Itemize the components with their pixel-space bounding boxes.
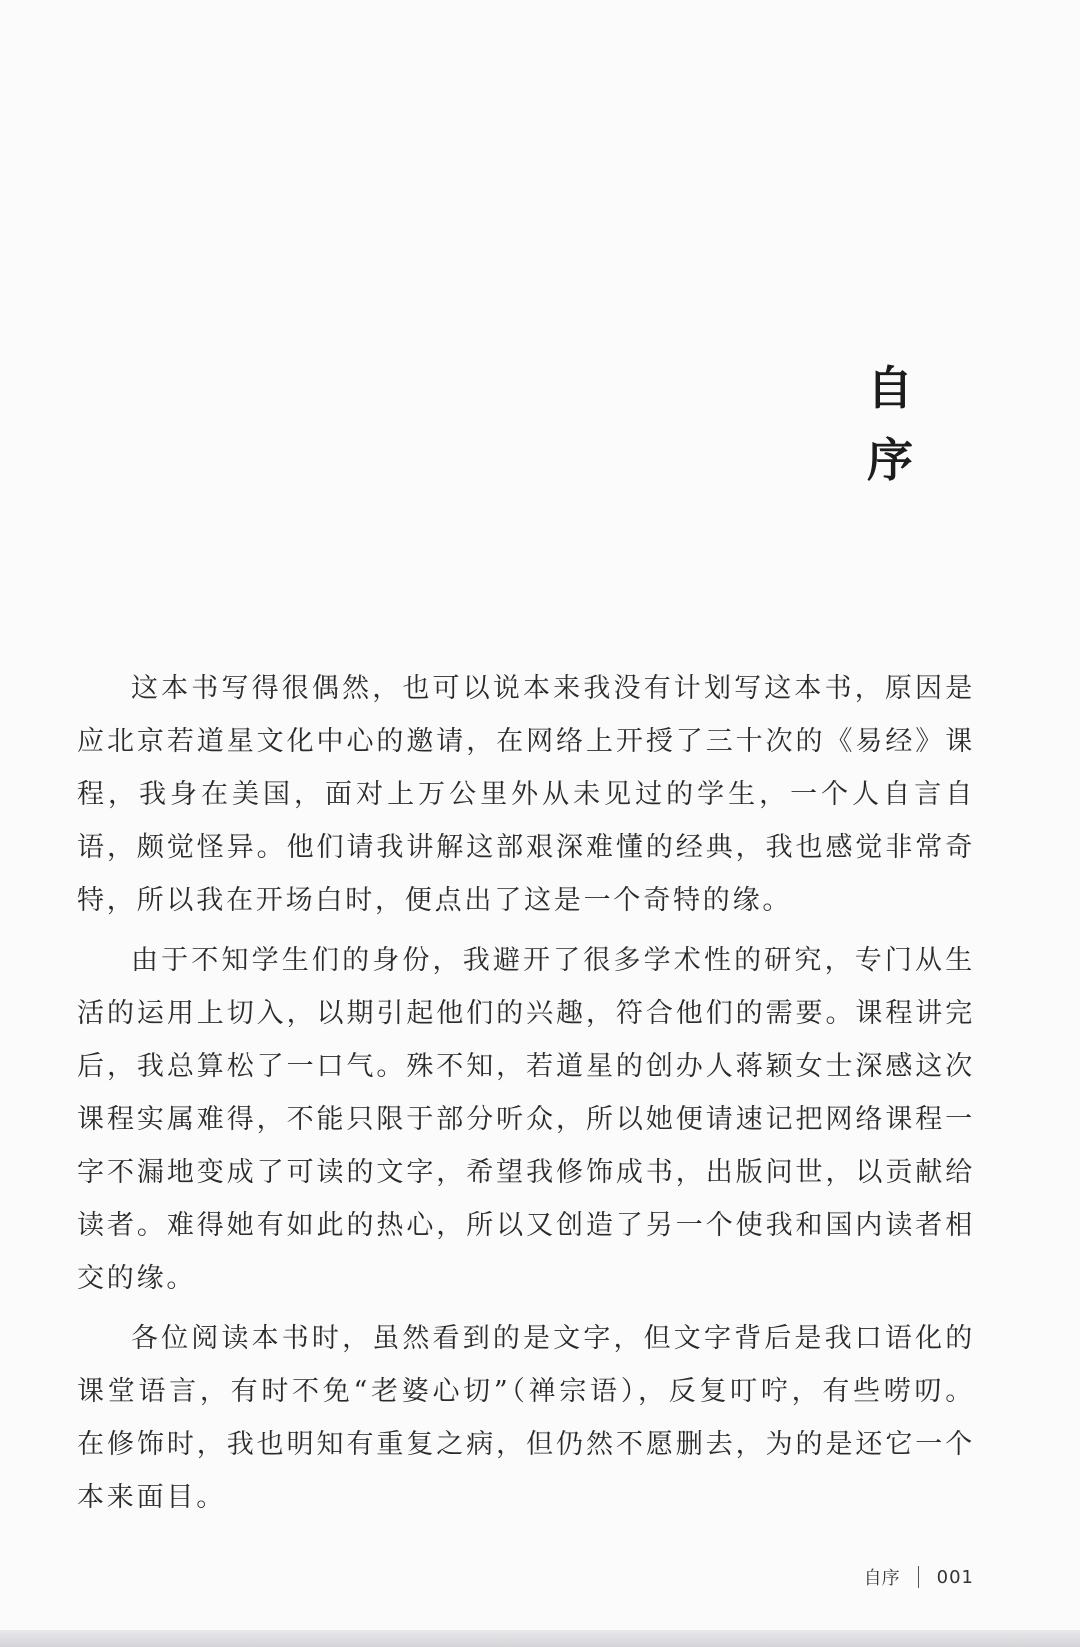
- paragraph: 各位阅读本书时，虽然看到的是文字，但文字背后是我口语化的课堂语言，有时不免“老婆心切”（禅宗语），反复叮咛，有些唠叨。在修饰时，我也明知有重复之病，但仍然不愿删去，为的是还它一个本来面目。: [77, 1323, 975, 1513]
- chapter-title: [860, 352, 920, 496]
- page-number: 001: [936, 1566, 974, 1588]
- footer-section-title: 自序: [863, 1568, 900, 1589]
- paragraph: 由于不知学生们的身份，我避开了很多学术性的研究，专门从生活的运用上切入，以期引起他们的兴趣，符合他们的需要。课程讲完后，我总算松了一口气。殊不知，若道星的创办人蒋颖女士深感这次课程实属难得，不能只限于部分听众，所以她便请速记把网络课程一字不漏地变成了可读的文字，希望我修饰成书，出版问世，以贡献给读者。难得她有如此的热心，所以又创造了另一个使我和国内读者相交的缘。: [77, 945, 975, 1294]
- title-char: 序: [867, 433, 913, 487]
- body-text: [77, 662, 975, 1531]
- page-bottom-edge: [0, 1630, 1080, 1647]
- title-char: 自: [867, 361, 913, 415]
- paragraph: 这本书写得很偶然，也可以说本来我没有计划写这本书，原因是应北京若道星文化中心的邀请，在网络上开授了三十次的《易经》课程，我身在美国，面对上万公里外从未见过的学生，一个人自言自语，颇觉怪异。他们请我讲解这部艰深难懂的经典，我也感觉非常奇特，所以我在开场白时，便点出了这是一个奇特的缘。: [77, 673, 975, 916]
- page-footer: [864, 1564, 974, 1590]
- footer-divider: [918, 1566, 919, 1588]
